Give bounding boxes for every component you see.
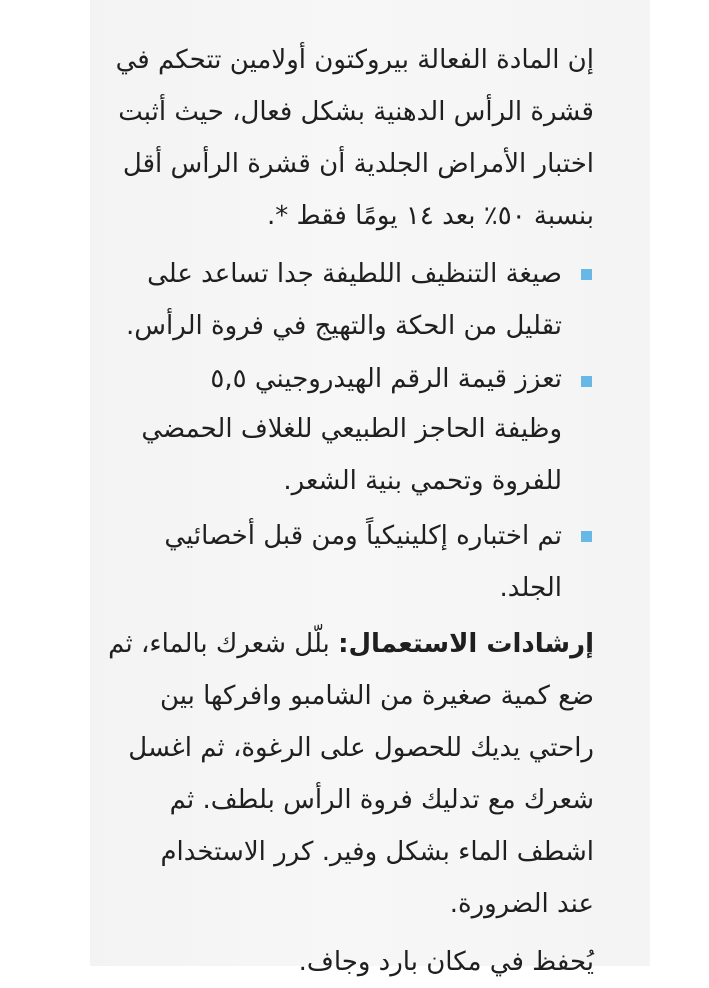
storage-line: يُحفظ في مكان بارد وجاف.	[298, 947, 594, 977]
intro-line: قشرة الرأس الدهنية بشكل فعال، حيث أثبت	[118, 97, 594, 127]
benefit-line: الجلد.	[499, 573, 562, 603]
arabic-text-block	[108, 34, 594, 988]
usage-heading: إرشادات الاستعمال:	[338, 629, 594, 659]
benefit-line: للفروة وتحمي بنية الشعر.	[283, 466, 562, 496]
usage-line: عند الضرورة.	[449, 889, 594, 919]
benefit-item-1	[124, 248, 594, 352]
intro-line: إن المادة الفعالة بيروكتون أولامين تتحكم في	[115, 45, 594, 75]
benefit-item-2	[124, 355, 594, 507]
benefit-line: تعزز قيمة الرقم الهيدروجيني ٥,٥	[210, 364, 562, 394]
storage-note	[124, 936, 594, 988]
benefit-line: صيغة التنظيف اللطيفة جدا تساعد على	[147, 259, 562, 289]
intro-line: بنسبة ٥٠٪ بعد ١٤ يومًا فقط *.	[267, 201, 594, 231]
benefit-item-3	[124, 510, 594, 614]
usage-line: شعرك مع تدليك فروة الرأس بلطف. ثم	[169, 785, 594, 815]
intro-paragraph	[115, 34, 594, 242]
intro-line: اختبار الأمراض الجلدية أن قشرة الرأس أقل	[122, 149, 594, 179]
benefit-line: وظيفة الحاجز الطبيعي للغلاف الحمضي	[141, 414, 562, 444]
usage-line: ضع كمية صغيرة من الشامبو وافركها بين	[159, 681, 594, 711]
benefit-line: تم اختباره إكلينيكياً ومن قبل أخصائيي	[164, 521, 562, 551]
usage-line: راحتي يديك للحصول على الرغوة، ثم اغسل	[128, 733, 594, 763]
usage-instructions	[108, 618, 594, 930]
usage-line: اشطف الماء بشكل وفير. كرر الاستخدام	[160, 837, 594, 867]
usage-first-line	[108, 618, 594, 670]
usage-first-line-text: بلّل شعرك بالماء، ثم	[108, 629, 339, 659]
benefit-line: تقليل من الحكة والتهيج في فروة الرأس.	[126, 311, 562, 341]
